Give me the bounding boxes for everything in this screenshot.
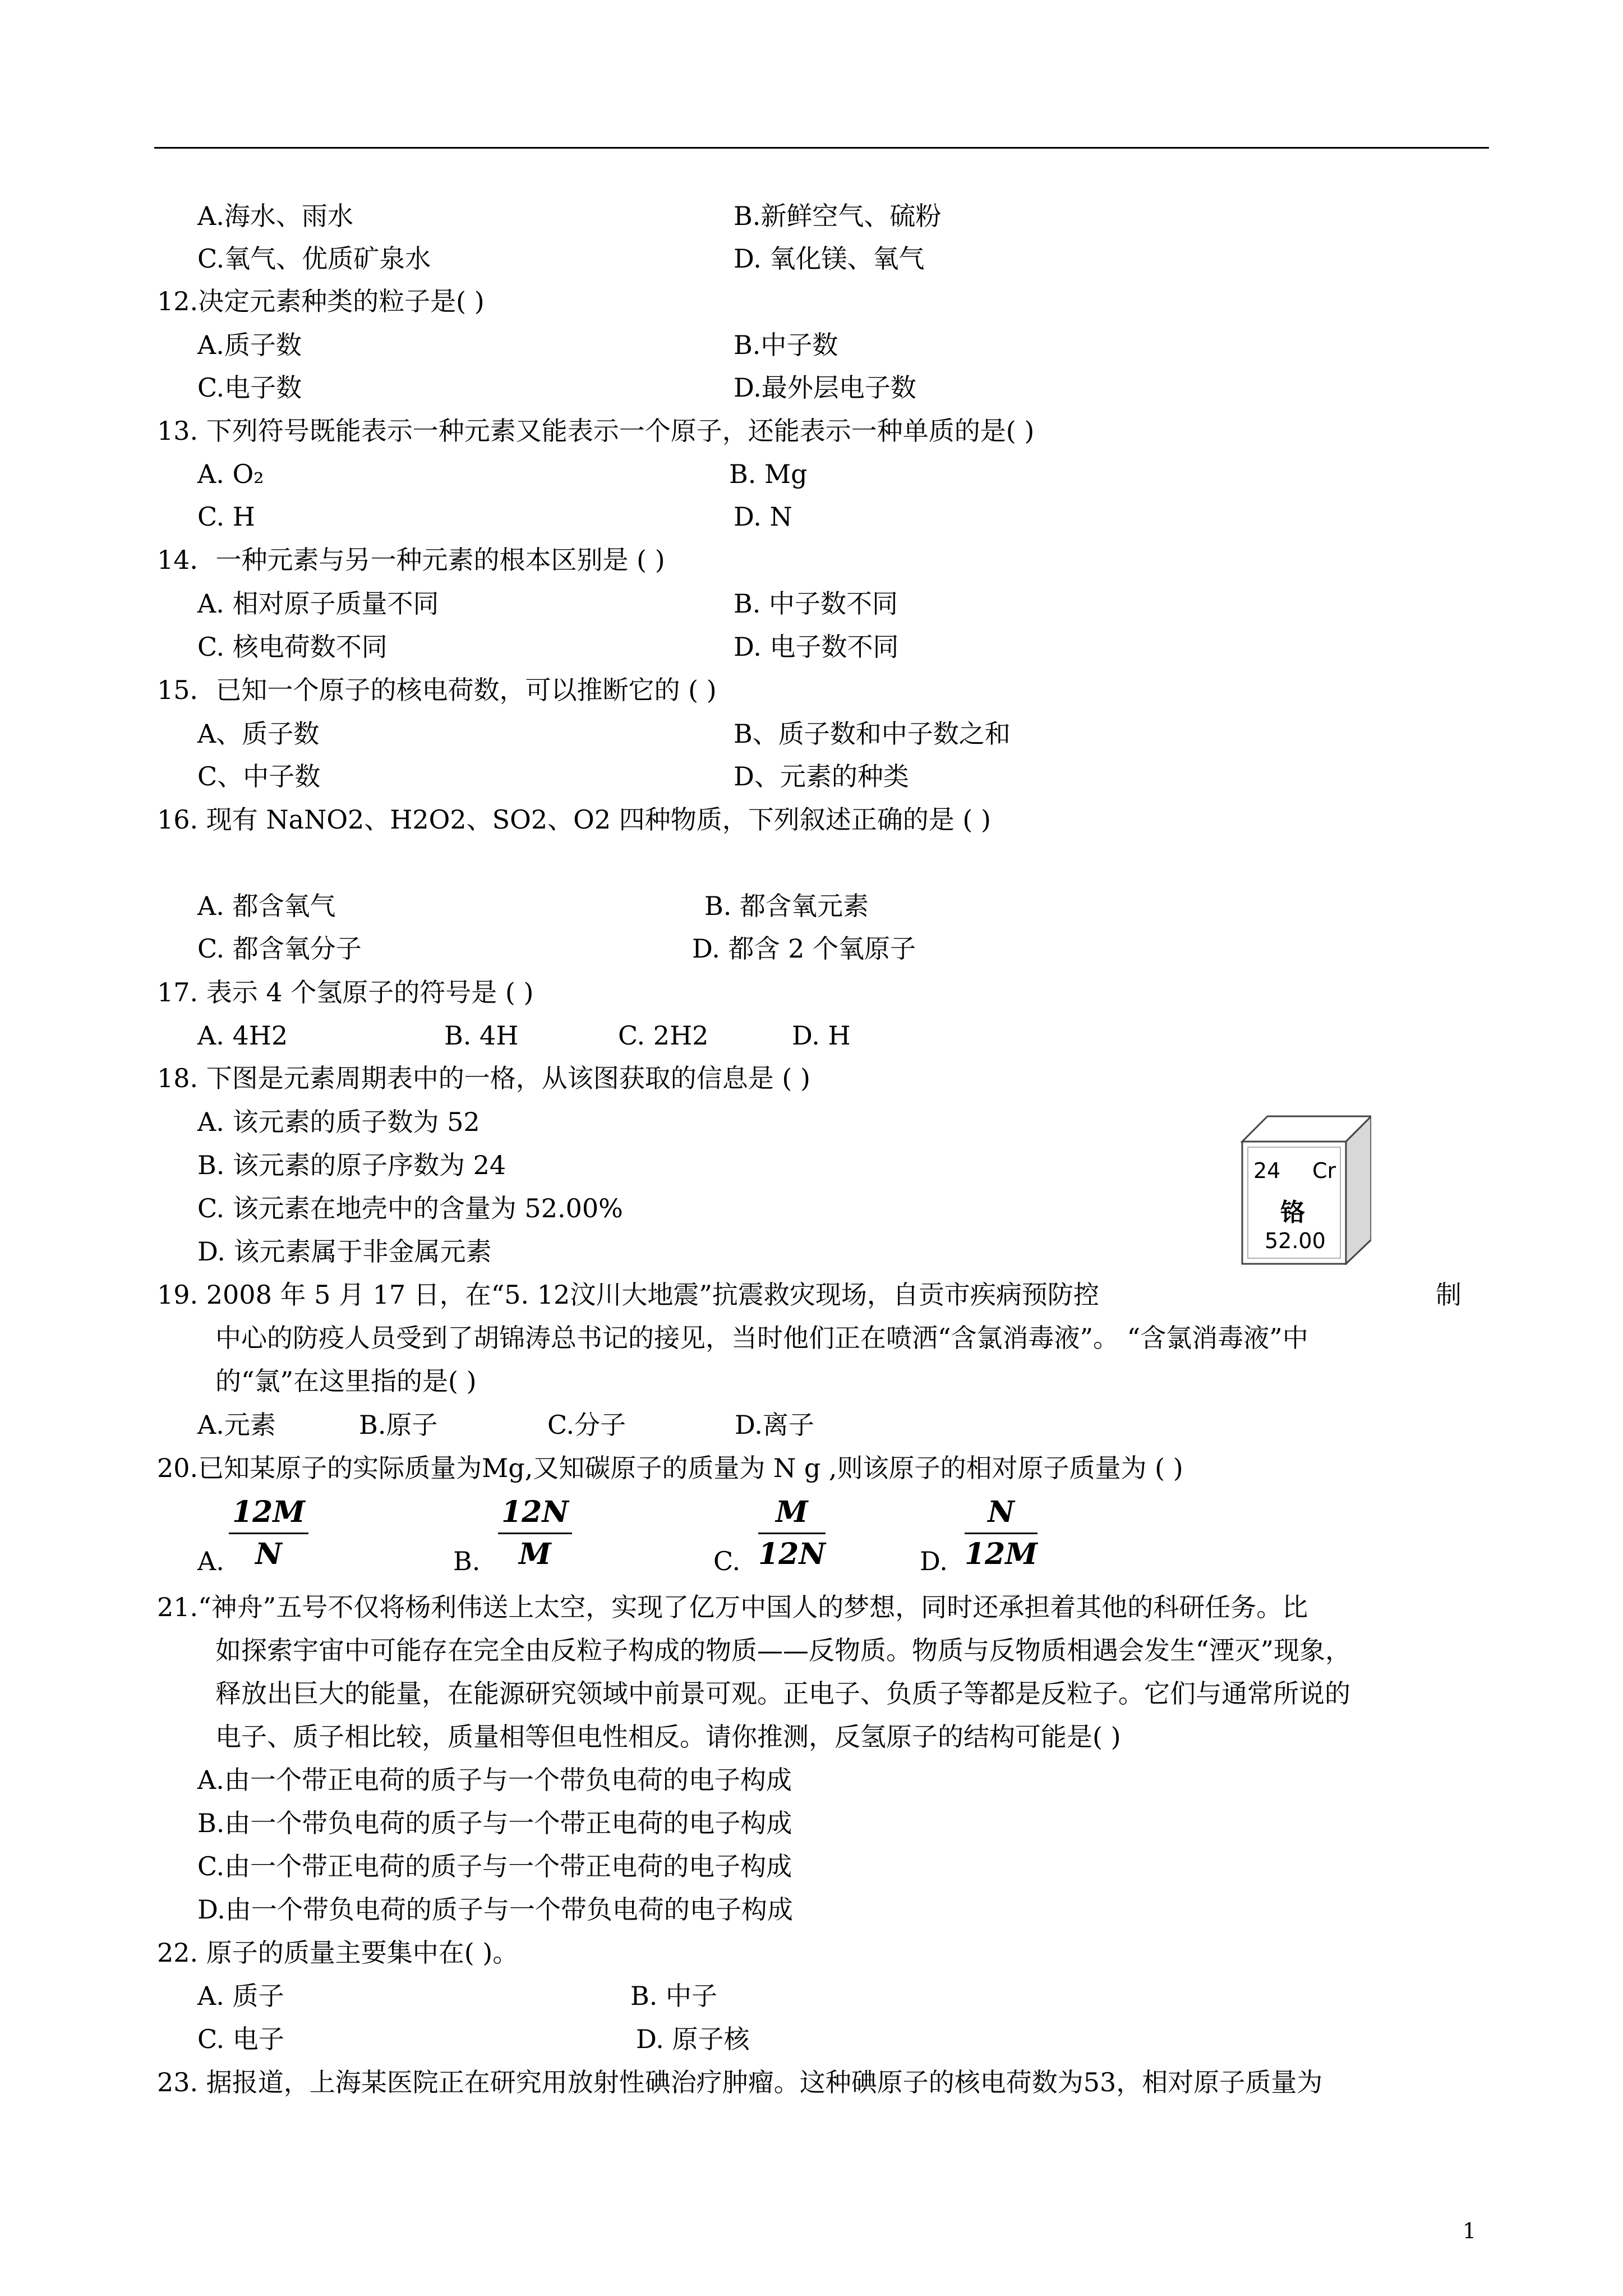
- q18-stem: 18. 下图是元素周期表中的一格，从该图获取的信息是 ( ): [157, 1063, 810, 1093]
- q16-option-d: D. 都含 2 个氧原子: [692, 933, 916, 964]
- q19-option-c: C.分子: [547, 1410, 626, 1440]
- q22-option-c: C. 电子: [197, 2024, 284, 2054]
- atomic-mass: 52.00: [1265, 1228, 1326, 1253]
- q11-option-c: C.氧气、优质矿泉水: [197, 243, 431, 274]
- fraction-denominator: 12N: [758, 1537, 826, 1571]
- q18-option-a: A. 该元素的质子数为 52: [197, 1107, 480, 1137]
- q16-option-b: B. 都含氧元素: [704, 891, 869, 921]
- q11-option-b: B.新鲜空气、硫粉: [734, 201, 942, 231]
- q19-option-d: D.离子: [735, 1410, 814, 1440]
- q12-option-d: D.最外层电子数: [734, 372, 916, 403]
- q14-option-c: C. 核电荷数不同: [197, 632, 388, 662]
- fraction-numerator: M: [758, 1498, 826, 1534]
- q17-option-b: B. 4H: [444, 1020, 519, 1051]
- q13-option-a: A. O₂: [197, 459, 264, 489]
- page-number: 1: [1463, 2219, 1477, 2243]
- header-rule: [154, 147, 1489, 149]
- q17-option-d: D. H: [792, 1020, 851, 1051]
- q20-option-a-label: A.: [197, 1546, 224, 1576]
- q11-option-a: A.海水、雨水: [197, 201, 353, 231]
- q21-line-1: 21.“神舟”五号不仅将杨利伟送上太空，实现了亿万中国人的梦想，同时还承担着其他的科研任务。比: [157, 1592, 1308, 1622]
- q21-option-a: A.由一个带正电荷的质子与一个带负电荷的电子构成: [197, 1765, 792, 1795]
- fraction-denominator: N: [255, 1537, 282, 1571]
- q21-option-c: C.由一个带正电荷的质子与一个带正电荷的电子构成: [197, 1851, 792, 1881]
- q14-option-b: B. 中子数不同: [734, 588, 898, 619]
- q20-option-d-label: D.: [920, 1546, 948, 1576]
- q21-line-2: 如探索宇宙中可能存在完全由反粒子构成的物质——反物质。物质与反物质相遇会发生“湮灭”现象，: [215, 1635, 1352, 1665]
- q12-stem: 12.决定元素种类的粒子是( ): [157, 286, 485, 316]
- q13-option-d: D. N: [734, 501, 792, 532]
- q15-option-a: A、质子数: [197, 719, 320, 749]
- q20-option-b-fraction: [498, 1495, 572, 1571]
- q16-stem: 16. 现有 NaNO2、H2O2、SO2、O2 四种物质，下列叙述正确的是 ( ): [157, 804, 991, 835]
- q18-option-b: B. 该元素的原子序数为 24: [197, 1150, 506, 1180]
- q15-stem: 15．已知一个原子的核电荷数，可以推断它的 ( ): [157, 675, 717, 705]
- element-symbol: Cr: [1312, 1158, 1336, 1183]
- q20-stem: 20.已知某原子的实际质量为Mg,又知碳原子的质量为 N g ,则该原子的相对原子质量为 ( ): [157, 1453, 1183, 1483]
- q19-line-1: 19. 2008 年 5 月 17 日，在“5. 12汶川大地震”抗震救灾现场，自贡市疾病预防控: [157, 1280, 1099, 1310]
- q13-option-c: C. H: [197, 501, 255, 532]
- fraction-denominator: 12M: [965, 1537, 1038, 1571]
- q16-option-c: C. 都含氧分子: [197, 933, 362, 964]
- q22-option-a: A. 质子: [197, 1981, 284, 2011]
- q22-option-b: B. 中子: [630, 1981, 718, 2011]
- q12-option-a: A.质子数: [197, 330, 302, 360]
- q19-option-a: A.元素: [197, 1410, 276, 1440]
- q11-option-d: D. 氧化镁、氧气: [734, 243, 925, 274]
- q14-option-d: D. 电子数不同: [734, 632, 899, 662]
- q14-stem: 14．一种元素与另一种元素的根本区别是 ( ): [157, 545, 665, 575]
- q17-stem: 17. 表示 4 个氢原子的符号是 ( ): [157, 977, 534, 1007]
- q13-option-b: B. Mg: [729, 459, 808, 489]
- q19-line-3: 的“氯”在这里指的是( ): [215, 1366, 477, 1396]
- q15-option-c: C、中子数: [197, 761, 321, 792]
- q19-line-2: 中心的防疫人员受到了胡锦涛总书记的接见，当时他们正在喷洒“含氯消毒液”。 “含氯消毒液”中: [215, 1323, 1308, 1353]
- q20-option-b-label: B.: [453, 1546, 481, 1576]
- q12-option-c: C.电子数: [197, 372, 302, 403]
- q19-option-b: B.原子: [359, 1410, 438, 1440]
- fraction-denominator: M: [519, 1537, 551, 1571]
- q13-stem: 13. 下列符号既能表示一种元素又能表示一个原子，还能表示一种单质的是( ): [157, 416, 1035, 446]
- q21-option-d: D.由一个带负电荷的质子与一个带负电荷的电子构成: [197, 1894, 793, 1925]
- q21-option-b: B.由一个带负电荷的质子与一个带正电荷的电子构成: [197, 1808, 792, 1838]
- q20-option-d-fraction: [965, 1495, 1038, 1571]
- element-name: 铬: [1280, 1198, 1305, 1227]
- fraction-numerator: 12N: [498, 1498, 572, 1534]
- q21-line-4: 电子、质子相比较，质量相等但电性相反。请你推测，反氢原子的结构可能是( ): [215, 1722, 1121, 1752]
- q17-option-a: A. 4H2: [197, 1020, 288, 1051]
- fraction-numerator: N: [965, 1498, 1038, 1534]
- periodic-table-cell: [1237, 1114, 1371, 1265]
- q12-option-b: B.中子数: [734, 330, 838, 360]
- atomic-number: 24: [1253, 1158, 1281, 1183]
- q17-option-c: C. 2H2: [618, 1020, 709, 1051]
- fraction-numerator: 12M: [229, 1498, 308, 1534]
- q20-option-c-fraction: [758, 1495, 826, 1571]
- q23-stem: 23. 据报道，上海某医院正在研究用放射性碘治疗肿瘤。这种碘原子的核电荷数为53，相对原子质量为: [157, 2067, 1323, 2097]
- q21-line-3: 释放出巨大的能量，在能源研究领域中前景可观。正电子、负质子等都是反粒子。它们与通常所说的: [215, 1678, 1350, 1709]
- q18-option-d: D. 该元素属于非金属元素: [197, 1236, 492, 1267]
- q20-option-c-label: C.: [713, 1546, 741, 1576]
- q22-option-d: D. 原子核: [636, 2024, 750, 2054]
- q15-option-b: B、质子数和中子数之和: [734, 719, 1011, 749]
- q19-line-1-end: 制: [1436, 1280, 1461, 1310]
- q14-option-a: A. 相对原子质量不同: [197, 588, 439, 619]
- q20-option-a-fraction: [229, 1495, 308, 1571]
- q16-option-a: A. 都含氧气: [197, 891, 336, 921]
- q22-stem: 22. 原子的质量主要集中在( )。: [157, 1938, 519, 1968]
- q18-option-c: C. 该元素在地壳中的含量为 52.00%: [197, 1193, 623, 1223]
- q15-option-d: D、元素的种类: [734, 761, 909, 792]
